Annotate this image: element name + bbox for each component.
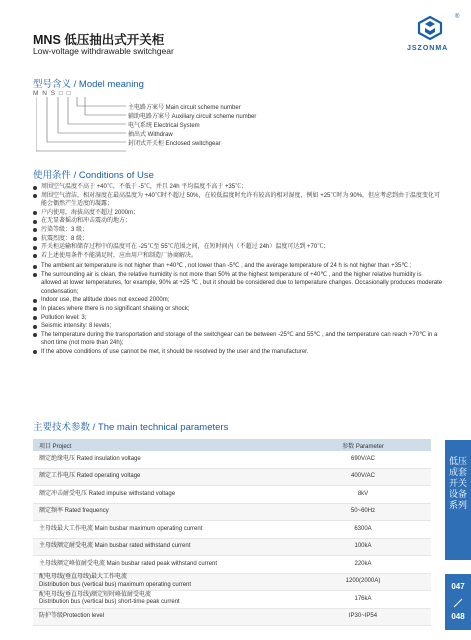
model-section-title: 型号含义 / Model meaning — [33, 79, 144, 90]
param-value: IP30~IP54 — [295, 608, 431, 626]
model-diagram-lines — [36, 97, 131, 155]
condition-item: 污染等级：3 级； — [33, 226, 443, 235]
condition-item: The surrounding air is clean, the relative humidity is not more than 50% at the highest temperature of +40℃ , and the higher relative humidity is allowed at lower temperatures, for example, 90% at +25 ℃ , but it should be considered due to temperature changes. Occasionally produces moderate condensation; — [33, 271, 443, 297]
condition-item: Pollution level: 3; — [33, 314, 443, 323]
condition-item: 开关柜运输和储存过程中的温度可在 -25℃至 55℃范围之间，在短时间内（不超过 24h）温度可达到 +70℃； — [33, 243, 443, 252]
table-row — [33, 573, 431, 591]
condition-item: If the above conditions of use cannot be met, it should be resolved by the user and the manufacturer. — [33, 348, 443, 357]
condition-item: 抗震烈度：8 级； — [33, 235, 443, 244]
page-subtitle: Low-voltage withdrawable switchgear — [33, 46, 174, 56]
table-row — [33, 608, 431, 626]
brand-logo — [407, 15, 452, 57]
col-header-parameter: 参数 Parameter — [295, 439, 431, 451]
model-label: 封闭式开关柜 Enclosed switchgear — [128, 141, 221, 147]
param-item: 主母线额定峰值耐受电流 Main busbar rated peak withstand current — [33, 556, 295, 574]
condition-item: The temperature during the transportation and storage of the switchgear can be between -25℃ and 55℃ , and the temperature can reach +70℃ in a short time (not more than 24h); — [33, 331, 443, 348]
model-label: 主电路方案号 Main circuit scheme number — [128, 105, 241, 111]
condition-item: In places where there is no significant shaking or shock; — [33, 305, 443, 314]
condition-item: 周围空气温度不高于 +40℃，不低于 -5℃，并且 24h 平均温度不高于 +35℃； — [33, 183, 443, 192]
condition-item: Indoor use, the altitude does not exceed 2000m; — [33, 296, 443, 305]
table-row — [33, 556, 431, 574]
params-section-title: 主要技术参数 / The main technical parameters — [33, 422, 229, 433]
param-item: 额定绝缘电压 Rated insulation voltage — [33, 451, 295, 468]
param-value: 100kA — [295, 538, 431, 556]
condition-item: 在无显著摇动和冲击震动的地方； — [33, 217, 443, 226]
logo-icon — [417, 15, 443, 41]
conditions-list-en — [33, 262, 443, 357]
param-value: 50~60Hz — [295, 503, 431, 521]
table-row — [33, 521, 431, 539]
model-code: M N S □ □ — [33, 90, 72, 97]
param-value: 176kA — [295, 591, 431, 609]
param-value: 220kA — [295, 556, 431, 574]
param-item: 主母线最大工作电流 Main busbar maximum operating current — [33, 521, 295, 539]
param-value: 6300A — [295, 521, 431, 539]
param-value: 690V/AC — [295, 451, 431, 468]
page-number-top: 047 — [451, 582, 465, 591]
page-number-tab — [445, 574, 471, 630]
table-row — [33, 468, 431, 486]
page-title: MNS 低压抽出式开关柜 — [33, 33, 165, 47]
param-value: 1200(2000A) — [295, 573, 431, 591]
condition-item: 周围空气清洁，相对湿度在最高温度为 +40℃时不超过 50%，在较低温度时允许有较高的相对湿度，例如 +25℃时为 90%，但应考虑到由于温度变化可能会偶然产生适度的凝露； — [33, 192, 443, 209]
condition-item: 若上述使用条件不能满足时，应由用户和制造厂协商解决。 — [33, 252, 443, 261]
model-label: 辅助电路方案号 Auxiliary circuit scheme number — [128, 114, 257, 120]
table-row — [33, 538, 431, 556]
conditions-list-cn — [33, 183, 443, 260]
col-header-project: 项目 Project — [33, 439, 295, 451]
param-item: 防护等级Protection level — [33, 608, 295, 626]
param-item: 额定工作电压 Rated operating voltage — [33, 468, 295, 486]
table-row — [33, 503, 431, 521]
param-value: 8kV — [295, 486, 431, 504]
param-item: 配电母线(垂直母线)额定短时峰值耐受电流 Distribution bus (vertical bus) short-time peak current — [33, 591, 295, 609]
category-side-tab — [445, 440, 471, 560]
param-item: 额定冲击耐受电压 Rated impulse withstand voltage — [33, 486, 295, 504]
table-row — [33, 451, 431, 468]
page-number-bottom: 048 — [451, 612, 465, 621]
conditions-section-title: 使用条件 / Conditions of Use — [33, 170, 154, 181]
registered-mark: ® — [455, 14, 460, 20]
table-header-row — [33, 439, 431, 451]
table-row — [33, 486, 431, 504]
model-label: 电气系统 Electrical System — [128, 123, 200, 129]
params-table — [33, 439, 431, 626]
logo-text: JSZONMA — [407, 45, 449, 52]
param-value: 400V/AC — [295, 468, 431, 486]
condition-item: Seismic intensity: 8 levels; — [33, 322, 443, 331]
category-label: 低压成套开关设备系列 — [448, 456, 467, 510]
table-row — [33, 591, 431, 609]
condition-item: 户内使用，海拔高度不超过 2000m； — [33, 209, 443, 218]
param-item: 额定频率 Rated frequency — [33, 503, 295, 521]
param-item: 配电母线(垂直母线)最大工作电流 Distribution bus (vertical bus) maximum operating current — [33, 573, 295, 591]
condition-item: The ambient air temperature is not higher than +40℃ , not lower than -5℃ , and the average temperature of 24 h is not higher than +35℃ ; — [33, 262, 443, 271]
model-label: 抽出式 Withdraw — [128, 132, 173, 138]
page-divider-icon — [453, 598, 463, 608]
param-item: 主母线额定耐受电流 Main busbar rated withstand current — [33, 538, 295, 556]
